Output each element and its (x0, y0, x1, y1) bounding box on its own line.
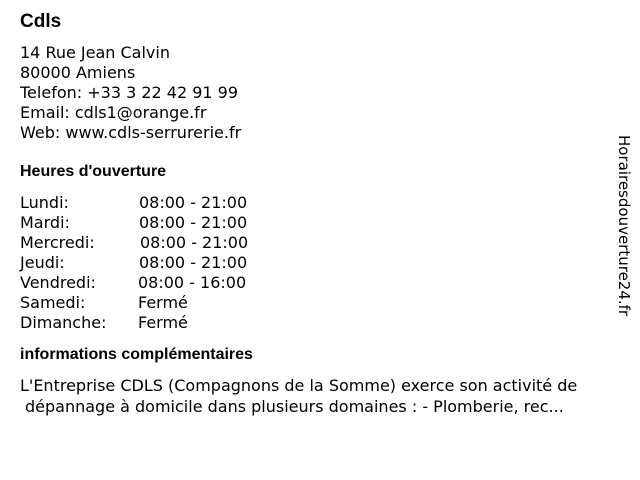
business-address (20, 43, 620, 143)
hours-row-saturday (20, 293, 620, 313)
phone-line: Telefon: +33 3 22 42 91 99 (20, 83, 239, 102)
day-hours: 08:00 - 16:00 (138, 273, 247, 292)
day-hours: Fermé (138, 313, 188, 332)
day-label: Lundi: (20, 193, 69, 212)
hours-row-sunday (20, 313, 620, 333)
business-name: Cdls (20, 11, 62, 32)
hours-row-monday (20, 193, 620, 213)
info-heading: informations complémentaires (20, 346, 253, 363)
info-description (20, 375, 620, 417)
day-hours: 08:00 - 21:00 (140, 233, 249, 252)
hours-row-friday (20, 273, 620, 293)
info-line-1: L'Entreprise CDLS (Compagnons de la Somme) exerce son activité de (20, 376, 578, 395)
day-label: Dimanche: (20, 313, 107, 332)
day-label: Vendredi: (20, 273, 96, 292)
day-hours: 08:00 - 21:00 (139, 213, 248, 232)
day-hours: Fermé (138, 293, 188, 312)
hours-row-tuesday (20, 213, 620, 233)
business-card (20, 10, 620, 417)
info-line-2: dépannage à domicile dans plusieurs domaines : - Plomberie, rec... (25, 397, 564, 416)
hours-row-wednesday (20, 233, 620, 253)
hours-heading: Heures d'ouverture (20, 163, 167, 180)
day-hours: 08:00 - 21:00 (139, 193, 248, 212)
opening-hours-table (20, 193, 620, 333)
site-watermark: Horairesdouverture24.fr (615, 135, 633, 317)
day-label: Mercredi: (20, 233, 95, 252)
address-street: 14 Rue Jean Calvin (20, 43, 170, 62)
hours-row-thursday (20, 253, 620, 273)
day-label: Jeudi: (20, 253, 65, 272)
day-label: Mardi: (20, 213, 70, 232)
address-city: 80000 Amiens (20, 63, 136, 82)
web-line: Web: www.cdls-serrurerie.fr (20, 123, 242, 142)
day-hours: 08:00 - 21:00 (139, 253, 248, 272)
day-label: Samedi: (20, 293, 86, 312)
email-line: Email: cdls1@orange.fr (20, 103, 207, 122)
